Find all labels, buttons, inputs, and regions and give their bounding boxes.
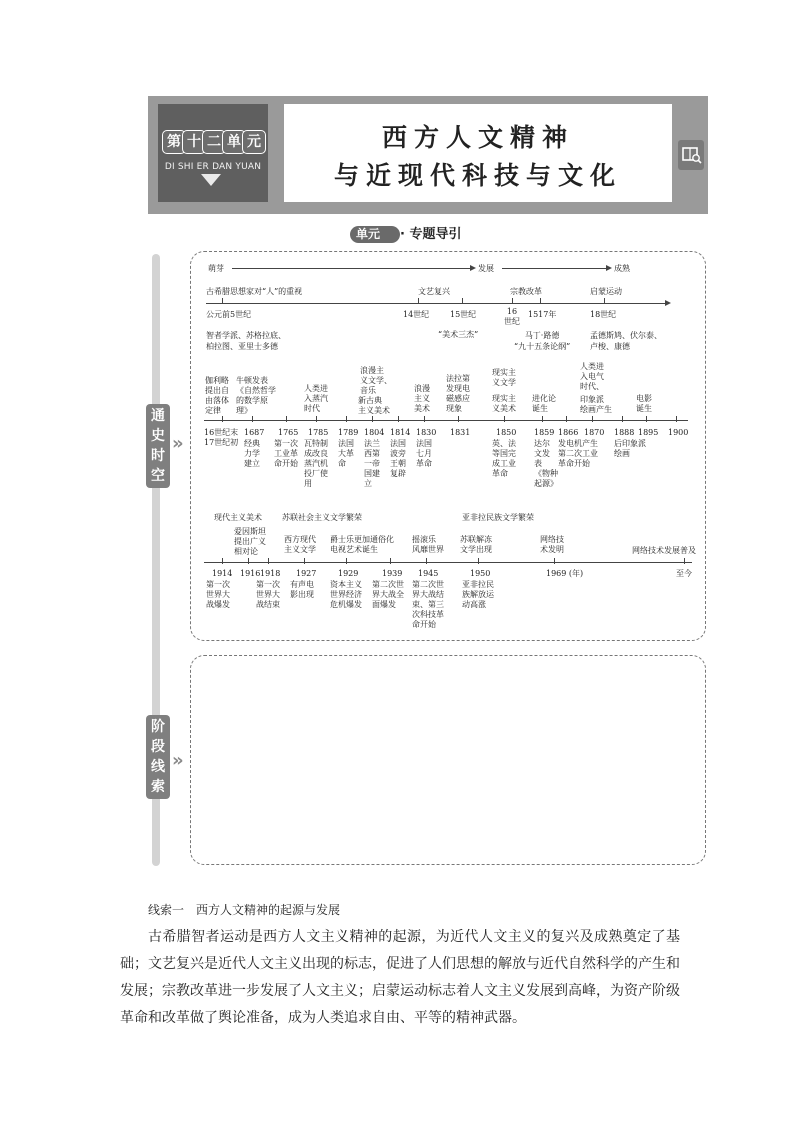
row2-date: 1870 — [584, 428, 605, 437]
row3-top: 亚非拉民族文学繁荣 — [462, 513, 534, 522]
row2-bottom: 第一次 工业革 命开始 — [274, 439, 298, 468]
row2-top: 浪漫主 义文学、 音乐 — [360, 366, 392, 395]
tick — [676, 416, 677, 422]
tick — [462, 298, 463, 304]
tick — [566, 416, 567, 422]
row3-top: 西方现代 主义文学 — [284, 535, 316, 554]
row3-top: 网络技 术发明 — [540, 535, 564, 554]
tick — [346, 416, 347, 422]
row2-date: 1687 — [244, 428, 265, 437]
row3-bottom: 亚非拉民 族解放运 动高涨 — [462, 580, 494, 609]
unit-pinyin: DI SHI ER DAN YUAN — [164, 162, 262, 172]
arrow-right-icon — [470, 265, 476, 271]
page-title-line2: 与近现代科技与文化 — [333, 161, 622, 190]
clue-paragraph: 古希腊智者运动是西方人文主义精神的起源，为近代人文主义的复兴及成熟奠定了基础；文艺复兴是近代人文主义出现的标志，促进了人们思想的解放与近代自然科学的产生和发展；宗教改革进一步发展了人文主义；启蒙运动标志着人文主义发展到高峰，为资产阶级革命和改革做了舆论准备，成为人类追求自由、平等的精神武器。 — [120, 929, 680, 1026]
row3-top: 摇滚乐 风靡世界 — [412, 535, 444, 554]
double-chevron-right-icon: » — [172, 433, 184, 454]
row2-top: 人类进 入蒸汽 时代 — [304, 384, 328, 413]
tick — [398, 416, 399, 422]
row2-top: 人类进 入电气 时代、 — [580, 362, 604, 391]
stage-clues-panel — [190, 655, 706, 865]
tick — [646, 416, 647, 422]
phase-label: 萌芽 — [208, 264, 224, 273]
unit-char: 元 — [242, 130, 266, 154]
side-tab-label: 阶 段 线 索 — [151, 719, 165, 795]
tick — [504, 416, 505, 422]
tick — [458, 416, 459, 422]
row2-date: 1830 — [416, 428, 437, 437]
row2-top: 现实主 义美术 — [492, 394, 516, 413]
book-search-icon — [678, 140, 704, 170]
row2-top: 伽利略 提出自 由落体 定律 — [205, 376, 229, 415]
row3-top: 现代主义美术 — [214, 513, 262, 522]
row3-date: 1927 — [296, 569, 317, 578]
row3-date: 1939 — [382, 569, 403, 578]
tick — [222, 558, 223, 564]
row2-bottom: 法国 波旁 王朝 复辟 — [390, 439, 406, 478]
tick — [540, 298, 541, 304]
row1-axis — [206, 303, 666, 304]
row1-note: 智者学派、苏格拉底、 柏拉图、亚里士多德 — [206, 331, 286, 351]
tick — [512, 298, 513, 304]
row2-date: 1765 — [278, 428, 299, 437]
unit-badge — [162, 130, 264, 160]
row3-date: 1945 — [418, 569, 439, 578]
row2-date: 1900 — [668, 428, 689, 437]
row1-label: 启蒙运动 — [590, 287, 622, 296]
row3-date: 1914 — [212, 569, 233, 578]
unit-char: 单 — [222, 130, 246, 154]
row2-top: 法拉第 发现电 磁感应 现象 — [446, 374, 470, 413]
tick — [268, 558, 269, 564]
row1-date: 14世纪 — [403, 310, 430, 319]
unit-char: 二 — [202, 130, 226, 154]
row3-date: 1969 (年) — [546, 569, 584, 578]
down-triangle-icon — [201, 174, 221, 186]
clue-title: 线索一 西方人文精神的起源与发展 — [148, 903, 341, 917]
row3-axis — [204, 562, 692, 563]
unit-char: 第 — [162, 130, 186, 154]
row2-date: 1895 — [638, 428, 659, 437]
tick — [622, 416, 623, 422]
phase-label: 发展 — [478, 264, 494, 273]
subheading-prefix: 单元 — [356, 227, 381, 241]
row2-bottom: 法国 七月 革命 — [416, 439, 432, 468]
row2-date: 1831 — [450, 428, 471, 437]
tick — [390, 558, 391, 564]
row2-date: 1850 — [496, 428, 517, 437]
tick — [604, 298, 605, 304]
row2-top: 印象派 绘画产生 — [580, 395, 612, 414]
row2-date: 16世纪末 17世纪初 — [204, 428, 239, 447]
row2-date: 1785 — [308, 428, 329, 437]
row3-top: 网络技术发展普及 — [632, 546, 696, 555]
row1-label: 文艺复兴 — [418, 287, 450, 296]
row3-date: 1929 — [338, 569, 359, 578]
tick — [346, 558, 347, 564]
row2-bottom: 瓦特制 成改良 蒸汽机 投厂使 用 — [304, 439, 328, 488]
row3-top: 苏联社会主义文学繁荣 — [282, 513, 362, 522]
row2-bottom: 法兰 西第 一帝 国建 立 — [364, 439, 380, 488]
side-tab-history-time — [146, 404, 170, 488]
row3-date: 至今 — [676, 569, 692, 578]
row2-bottom: 经典 力学 建立 — [244, 439, 260, 468]
row2-axis — [204, 420, 688, 421]
title-box — [284, 104, 672, 202]
row2-bottom: 达尔 文发 表 《物种 起源》 — [534, 439, 558, 488]
row1-note: 孟德斯鸠、伏尔泰、 卢梭、康德 — [590, 331, 662, 351]
double-chevron-right-icon: » — [172, 750, 184, 771]
tick — [554, 558, 555, 564]
side-tab-stage-clues — [146, 715, 170, 799]
tick — [222, 416, 223, 422]
side-tab-label: 通 史 时 空 — [151, 408, 165, 484]
tick — [252, 416, 253, 422]
tick — [592, 416, 593, 422]
row3-top: 苏联解冻 文学出现 — [460, 535, 492, 554]
row2-bottom: 发电机产生 第二次工业 革命开始 — [558, 439, 598, 468]
row3-bottom: 资本主义 世界经济 危机爆发 — [330, 580, 362, 609]
tick — [304, 558, 305, 564]
row3-top: 爱因斯坦 提出广义 相对论 — [234, 527, 266, 556]
row3-bottom: 第二次世 界大战结 束、第三 次科技革 命开始 — [412, 580, 444, 629]
row3-date: 1950 — [470, 569, 491, 578]
arrow-right-icon — [665, 300, 671, 306]
row2-date: 1814 — [390, 428, 411, 437]
arrow-right-icon — [606, 265, 612, 271]
row3-bottom: 有声电 影出现 — [290, 580, 314, 599]
tick — [478, 558, 479, 564]
row3-date: 1918 — [260, 569, 281, 578]
row1-date: 1517年 — [528, 310, 557, 319]
row2-bottom: 法国 大革 命 — [338, 439, 354, 468]
row1-label: 宗教改革 — [510, 287, 542, 296]
page-title-line1: 西方人文精神 — [381, 123, 574, 152]
phase-label: 成熟 — [614, 264, 630, 273]
row1-note: 马丁·路德 “九十五条论纲” — [514, 331, 571, 351]
row2-date: 1888 — [614, 428, 635, 437]
phase-axis — [232, 268, 470, 269]
row3-top: 爵士乐更加通俗化 电视艺术诞生 — [330, 535, 394, 554]
row2-top: 进化论 诞生 — [532, 394, 556, 413]
row2-date: 1859 — [534, 428, 555, 437]
row1-date: 公元前5世纪 — [206, 310, 252, 319]
row3-bottom: 第一次 世界大 战爆发 — [206, 580, 230, 609]
subheading-text: · 专题导引 — [400, 227, 462, 242]
tick — [542, 416, 543, 422]
row1-date: 15世纪 — [450, 310, 477, 319]
tick — [222, 298, 223, 304]
tick — [248, 558, 249, 564]
row2-top: 电影 诞生 — [636, 394, 652, 413]
tick — [418, 298, 419, 304]
row2-date: 1866 — [558, 428, 579, 437]
row2-bottom: 后印象派 绘画 — [614, 439, 646, 458]
row2-date: 1789 — [338, 428, 359, 437]
row3-date: 1916 — [240, 569, 261, 578]
row2-date: 1804 — [364, 428, 385, 437]
row1-label: 古希腊思想家对“人”的重视 — [206, 287, 303, 296]
tick — [372, 416, 373, 422]
row1-date: 16 世纪 — [504, 307, 520, 326]
row2-top: 牛顿发表 《自然哲学 的数学原 理》 — [236, 376, 276, 415]
unit-char: 十 — [182, 130, 206, 154]
row2-top: 浪漫 主义 美术 — [414, 384, 430, 413]
row2-top: 现实主 义文学 — [492, 368, 516, 387]
row3-bottom: 第二次世 界大战全 面爆发 — [372, 580, 404, 609]
row3-bottom: 第一次 世界大 战结束 — [256, 580, 280, 609]
tick — [424, 416, 425, 422]
tick — [684, 558, 685, 564]
row1-date: 18世纪 — [590, 310, 617, 319]
phase-axis — [502, 268, 606, 269]
tick — [286, 416, 287, 422]
tick — [316, 416, 317, 422]
row1-note: “美术三杰” — [438, 330, 479, 339]
tick — [426, 558, 427, 564]
row2-top: 新古典 主义美术 — [358, 396, 390, 415]
row2-bottom: 英、法 等国完 成工业 革命 — [492, 439, 516, 478]
